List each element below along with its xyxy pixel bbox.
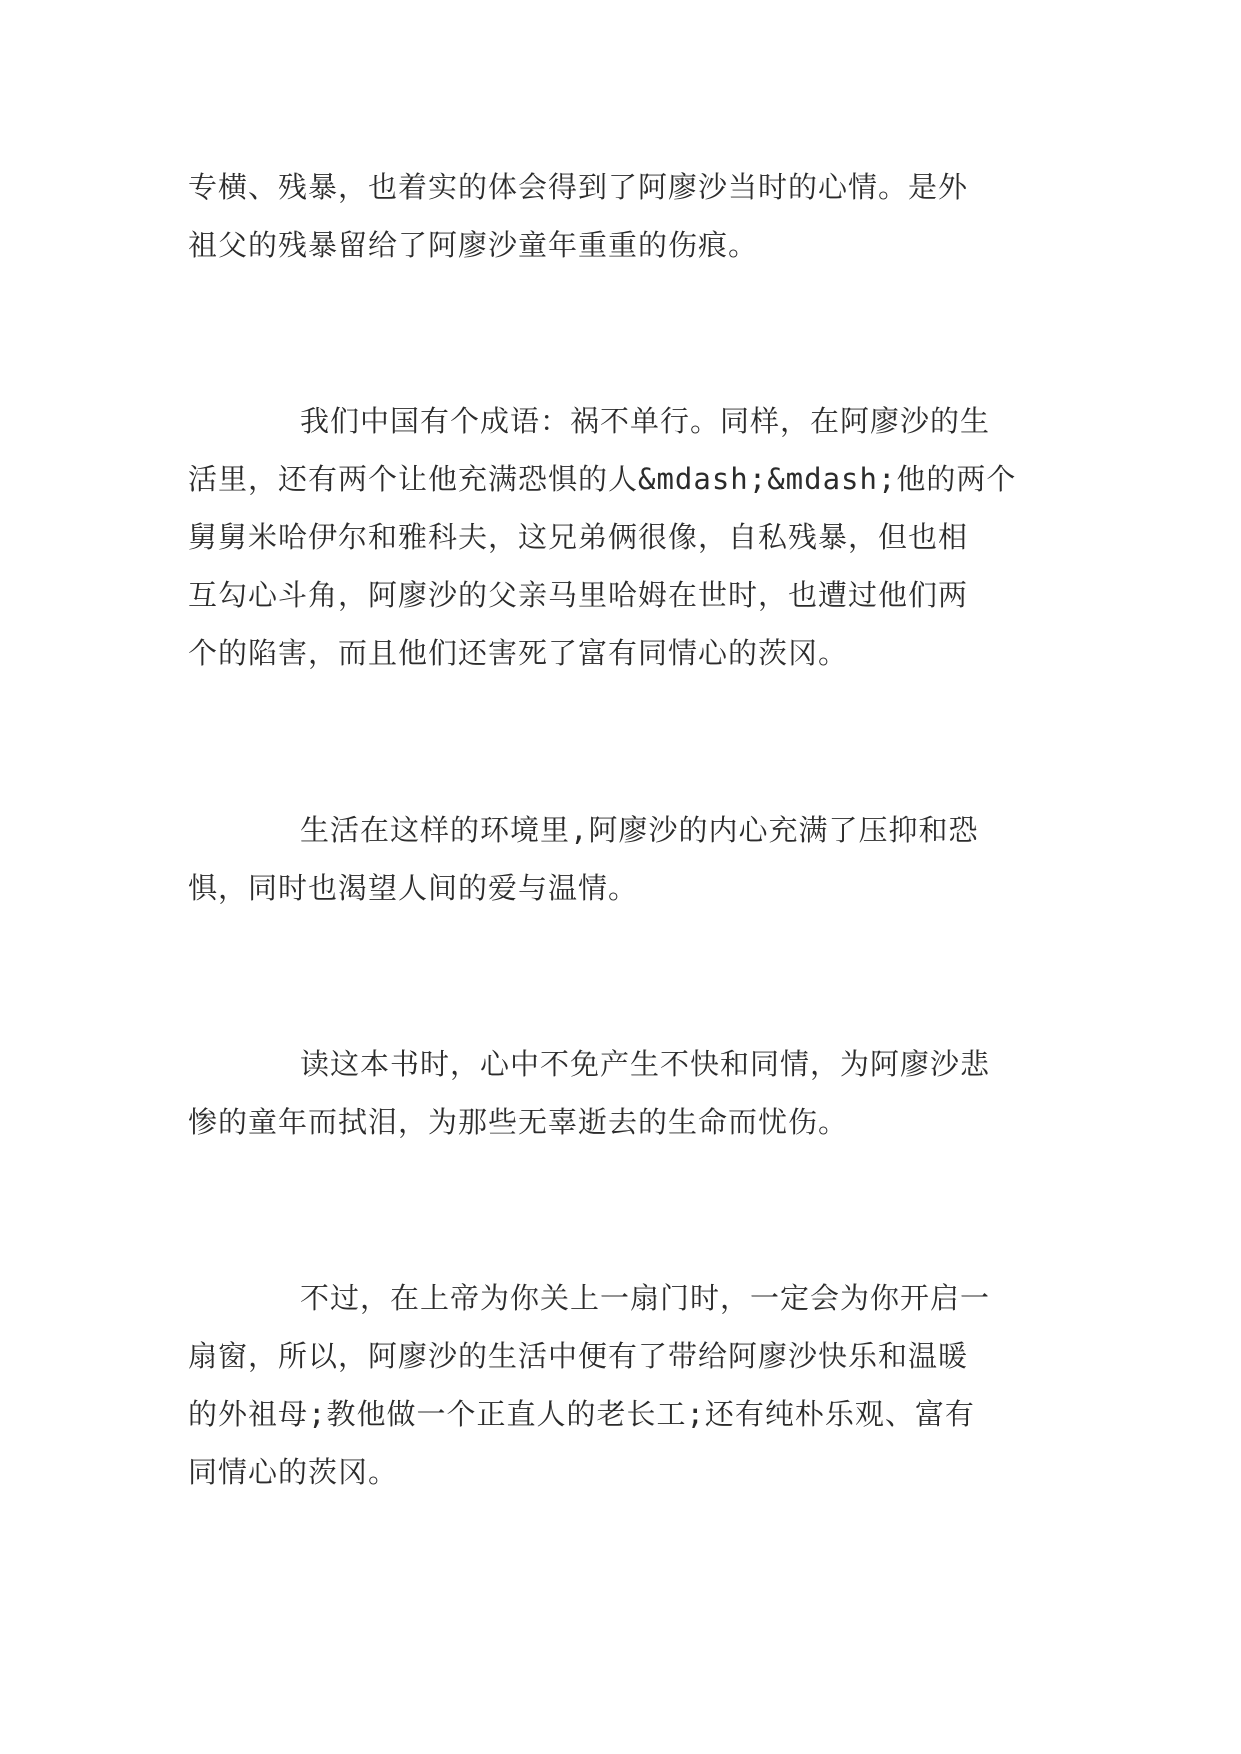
paragraph-line: 读这本书时，心中不免产生不快和同情，为阿廖沙悲: [300, 1047, 991, 1081]
paragraph-line: 惧，同时也渴望人间的爱与温情。: [188, 871, 639, 905]
paragraph-3: [188, 801, 1058, 917]
paragraph-line: 我们中国有个成语：祸不单行。同样，在阿廖沙的生: [300, 404, 991, 438]
paragraph-5: [188, 1269, 1058, 1501]
paragraph-line: 的外祖母;教他做一个正直人的老长工;还有纯朴乐观、富有: [188, 1397, 975, 1431]
paragraph-line: 同情心的茨冈。: [188, 1455, 399, 1489]
paragraph-1: [188, 158, 1058, 274]
paragraph-line: 个的陷害，而且他们还害死了富有同情心的茨冈。: [188, 636, 849, 670]
paragraph-line: 不过，在上帝为你关上一扇门时，一定会为你开启一: [300, 1281, 991, 1315]
paragraph-2: [188, 392, 1058, 682]
paragraph-line: 专横、残暴，也着实的体会得到了阿廖沙当时的心情。是外: [188, 170, 969, 204]
paragraph-line: 生活在这样的环境里,阿廖沙的内心充满了压抑和恐: [300, 813, 979, 847]
paragraph-line: 祖父的残暴留给了阿廖沙童年重重的伤痕。: [188, 228, 759, 262]
paragraph-line: 舅舅米哈伊尔和雅科夫，这兄弟俩很像，自私残暴，但也相: [188, 520, 969, 554]
paragraph-line: 扇窗，所以，阿廖沙的生活中便有了带给阿廖沙快乐和温暖: [188, 1339, 969, 1373]
paragraph-line: 互勾心斗角，阿廖沙的父亲马里哈姆在世时，也遭过他们两: [188, 578, 969, 612]
paragraph-4: [188, 1035, 1058, 1151]
paragraph-line: 惨的童年而拭泪，为那些无辜逝去的生命而忧伤。: [188, 1105, 849, 1139]
paragraph-line: 活里，还有两个让他充满恐惧的人&mdash;&mdash;他的两个: [188, 462, 1017, 496]
